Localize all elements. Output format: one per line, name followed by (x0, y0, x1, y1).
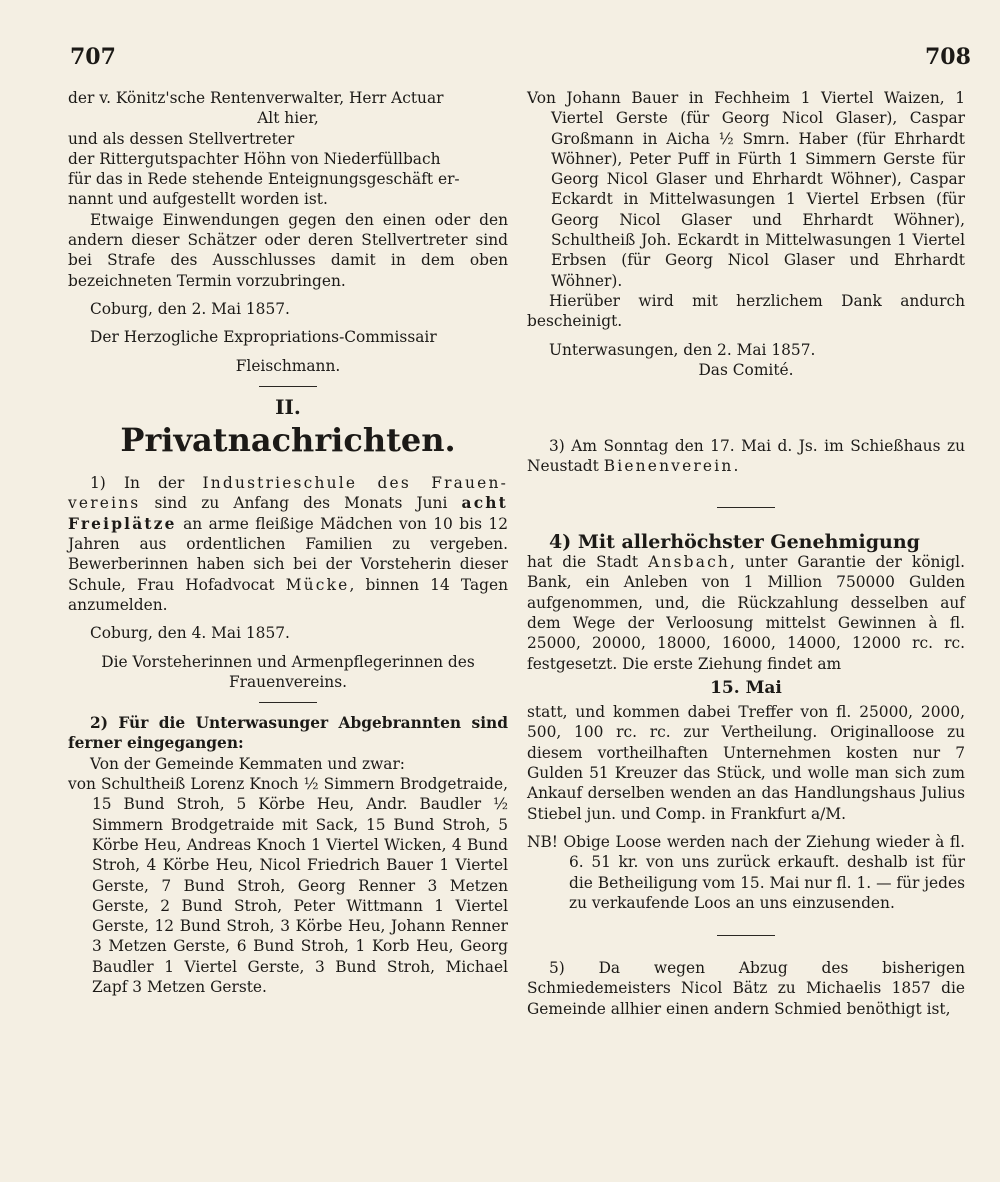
section-title: Privatnachrichten. (120, 421, 456, 460)
section-number: II. (275, 394, 301, 419)
thanks-paragraph: Hierüber wird mit herzlichem Dank andurch bescheinigt. (527, 291, 965, 331)
date-coburg-2-mai: Coburg, den 2. Mai 1857. (90, 299, 290, 318)
notice-1-number: 1) (90, 474, 106, 493)
commission-title: Der Herzogliche Expropriations-Commissair (90, 328, 437, 347)
draw-date: 15. Mai (710, 677, 782, 698)
divider-4 (717, 935, 775, 936)
appointee-line-4: der Rittergutspachter Höhn von Niederfüllbach (68, 149, 441, 168)
notice-3-paragraph: 3) Am Sonntag den 17. Mai d. Js. im Schießhaus zu Neustadt Bienenverein. (527, 437, 965, 476)
date-unterwasungen: Unterwasungen, den 2. Mai 1857. (549, 340, 816, 359)
notice-2-continued: Von Johann Bauer in Fechheim 1 Viertel Waizen, 1 Viertel Gerste (für Georg Nicol Glaser), Caspar Großmann in Aicha ½ Smrn. Haber (für Ehrhardt Wöhner), Peter Puff in Fürth 1 Simmern Gerste für Georg Nicol Glaser und Ehrhardt Wöhner), Caspar Eckardt in Mittelwasungen 1 Viertel Erbsen (für Georg Nicol Glaser und Ehrhardt Wöhner), Schultheiß Joh. Eckardt in Mittelwasungen 1 Viertel Erbsen (für Georg Nicol Glaser und Ehrhardt Wöhner). (527, 89, 965, 290)
signature-comite: Das Comité. (698, 360, 794, 379)
signature-frauenverein: Die Vorsteherinnen und Armenpflegerinnen des Frauenvereins. (101, 652, 475, 691)
nb-paragraph: NB! Obige Loose werden nach der Ziehung wieder à fl. 6. 51 kr. von uns zurück erkauft. deshalb ist für die Betheiligung vom 15. Mai nur fl. 1. — für jedes zu verkaufende Loos an uns einzusenden. (527, 832, 965, 912)
left-column (68, 88, 508, 997)
appointee-line-5: für das in Rede stehende Enteignungsgeschäft er- (68, 170, 460, 189)
divider-3 (717, 507, 775, 508)
section-divider (259, 386, 317, 387)
notice-4-body-a: hat die Stadt Ansbach, unter Garantie der königl. Bank, ein Anleben von 1 Million 750000 Gulden aufgenommen, und, die Rückzahlung desselben auf dem Wege der Verloosung mittelst Gewinnen à fl. 25000, 20000, 18000, 16000, 14000, 12000 rc. rc. festgesetzt. Die erste Ziehung findet am (527, 553, 965, 673)
notice-4-body-b: statt, und kommen dabei Treffer von fl. 25000, 2000, 500, 100 rc. rc. zur Vertheilung. Originalloose zu diesem vortheilhaften Unternehmen kosten nur 7 Gulden 51 Kreuzer das Stück, und wolle man sich zum Ankauf derselben wenden an das Handlungshaus Julius Stiebel jun. und Comp. in Frankfurt a/M. (527, 703, 965, 823)
signer-fleischmann: Fleischmann. (235, 356, 341, 375)
notice-2-donations: von Schultheiß Lorenz Knoch ½ Simmern Brodgetraide, 15 Bund Stroh, 5 Körbe Heu, Andr. Baudler ½ Simmern Brodgetraide mit Sack, 15 Bund Stroh, 5 Körbe Heu, Andreas Knoch 1 Viertel Wicken, 4 Bund Stroh, 4 Körbe Heu, Nicol Friedrich Bauer 1 Viertel Gerste, 7 Bund Stroh, Georg Renner 3 Metzen Gerste, 2 Bund Stroh, Peter Wittmann 1 Viertel Gerste, 12 Bund Stroh, 3 Körbe Heu, Johann Renner 3 Metzen Gerste, 6 Bund Stroh, 1 Korb Heu, Georg Baudler 1 Viertel Gerste, 3 Bund Stroh, Michael Zapf 3 Metzen Gerste. (68, 775, 508, 996)
appointee-line-3: und als dessen Stellvertreter (68, 129, 295, 148)
appointee-line-6: nannt und aufgestellt worden ist. (68, 190, 328, 209)
city-ansbach: Ansbach (648, 553, 731, 572)
name-muecke: Mücke (285, 575, 350, 594)
notice-2-title: 2) Für die Unterwasunger Abgebrannten sind ferner eingegangen: (68, 714, 508, 753)
page-number-left: 707 (70, 44, 116, 70)
appointee-line-1: der v. Könitz'sche Rentenverwalter, Herr Actuar (68, 89, 444, 107)
industrieschule-text: Industrieschule des Frauen- (202, 474, 508, 493)
notice-4-heading: 4) Mit allerhöchster Genehmigung (549, 530, 920, 553)
page-number-right: 708 (925, 44, 971, 70)
appointee-line-2: Alt hier, (257, 109, 319, 128)
bienenverein-text: Bienenverein. (603, 457, 741, 476)
notice-1-paragraph: 1) In der Industrieschule des Frauen- vereins sind zu Anfang des Monats Juni acht Freiplätze an arme fleißige Mädchen von 10 bis 12 Jahren aus ordentlichen Familien zu vergeben. Bewerberinnen haben sich bei der Vorsteherin dieser Schule, Frau Hofadvocat Mücke, binnen 14 Tagen anzumelden. (68, 474, 508, 614)
objection-paragraph: Etwaige Einwendungen gegen den einen oder den andern dieser Schätzer oder deren Stellvertreter sind bei Strafe des Ausschlusses damit in dem oben bezeichneten Termin vorzubringen. (68, 210, 508, 290)
notice-5-paragraph: 5) Da wegen Abzug des bisherigen Schmiedemeisters Nicol Bätz zu Michaelis 1857 die Gemeinde allhier einen andern Schmied benöthigt ist, (527, 959, 965, 1018)
right-column (527, 88, 965, 1019)
date-coburg-4-mai: Coburg, den 4. Mai 1857. (90, 624, 290, 643)
divider-2 (259, 702, 317, 703)
notice-2-subtitle: Von der Gemeinde Kemmaten und zwar: (90, 754, 405, 773)
